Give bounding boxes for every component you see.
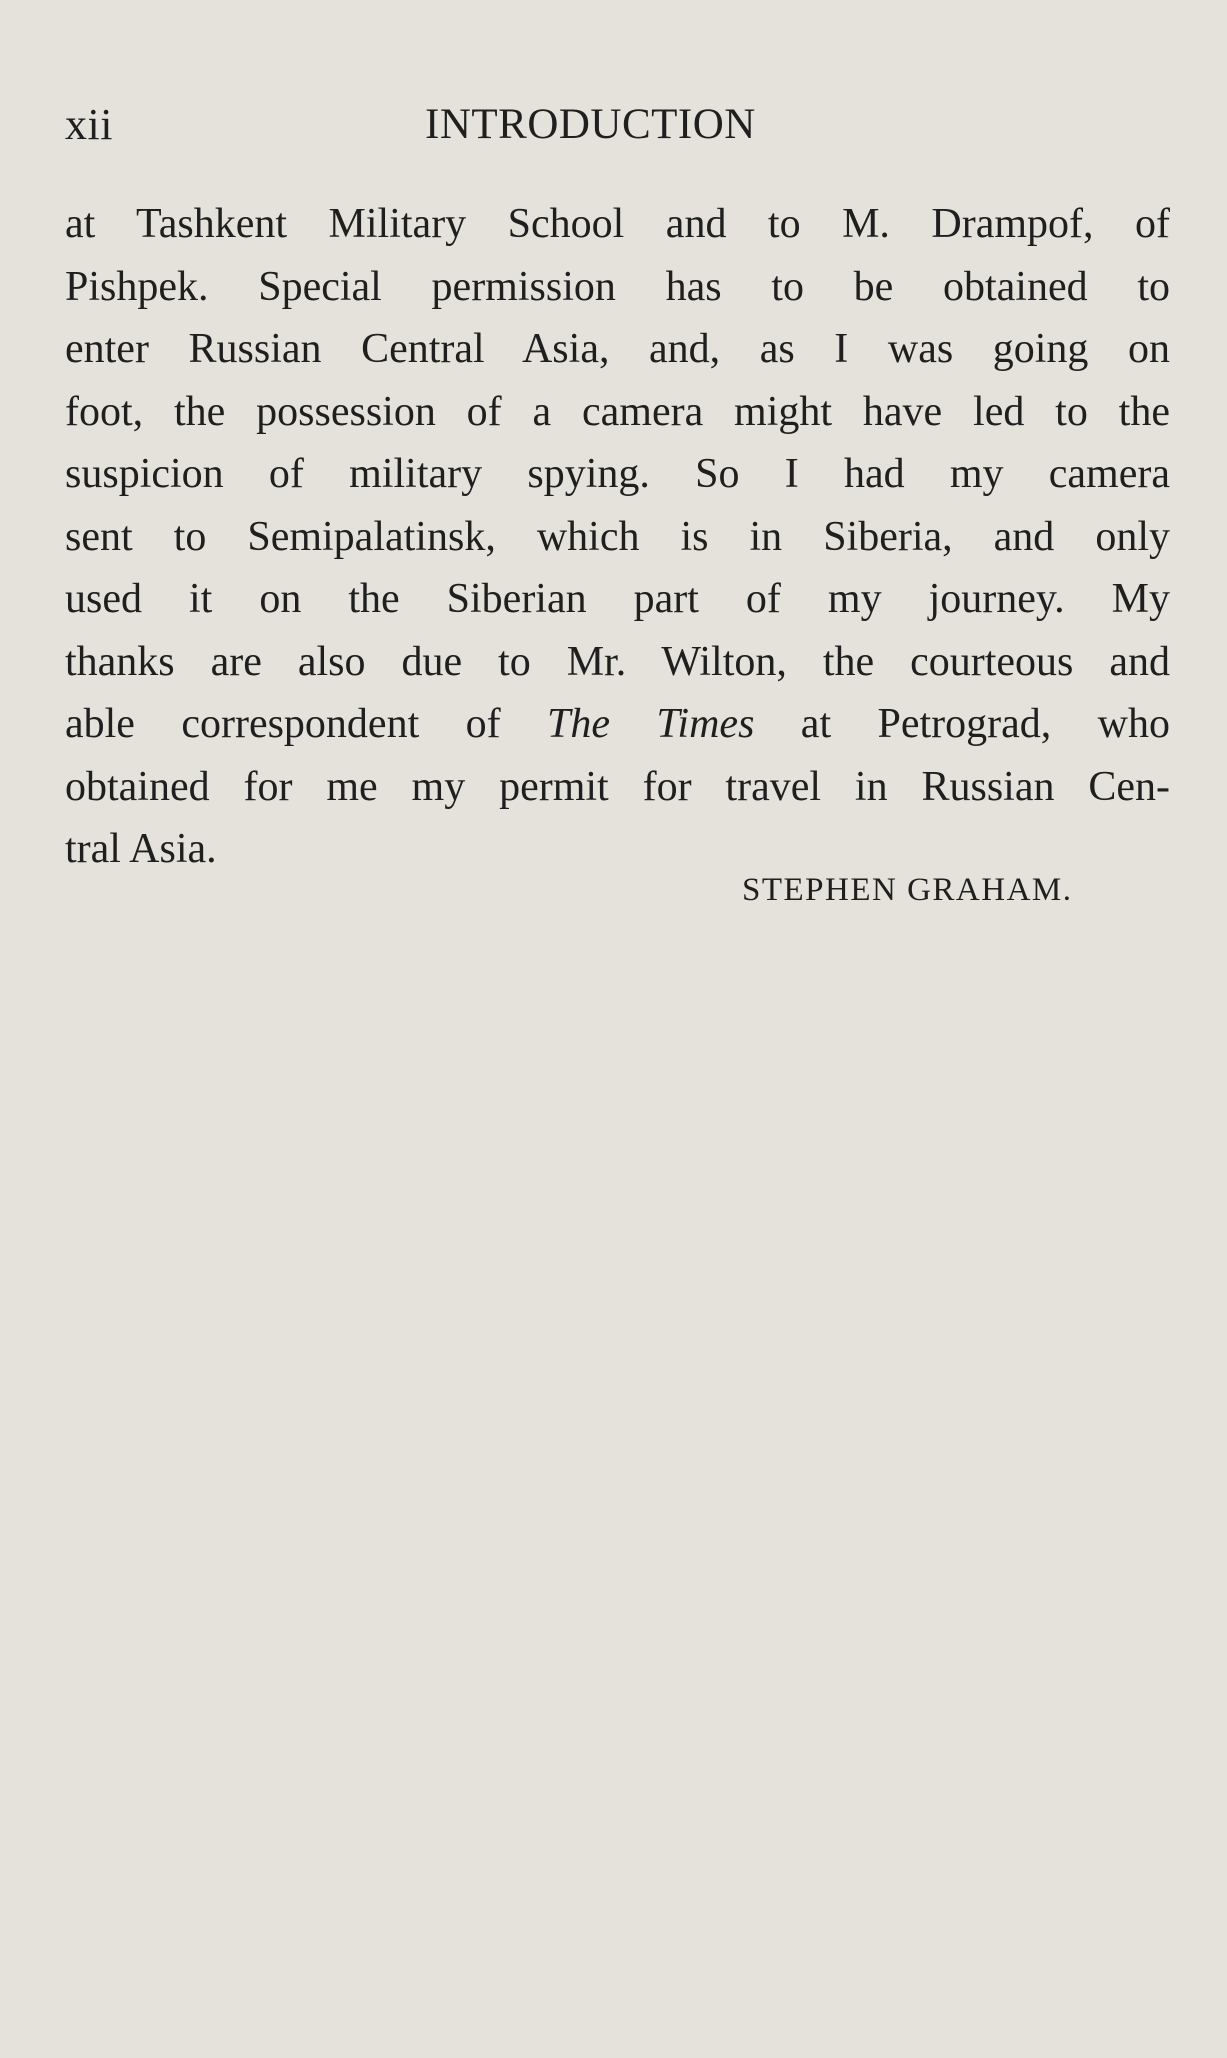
text-line: suspicion of military spying. So I had my camera: [65, 451, 1170, 497]
text-line: sent to Semipalatinsk, which is in Siberia, and only: [65, 513, 1170, 560]
text-line: tral Asia.: [65, 826, 217, 872]
page-header: [65, 95, 1170, 155]
text-line: thanks are also due to Mr. Wilton, the courteous and: [65, 638, 1170, 685]
newspaper-title: The Times: [547, 701, 755, 747]
text-line: Pishpek. Special permission has to be obtained to: [65, 263, 1170, 310]
text-segment: able correspondent of: [65, 701, 547, 747]
page-number: xii: [65, 100, 113, 149]
introduction-text: [65, 193, 1170, 881]
running-head: INTRODUCTION: [425, 101, 756, 148]
author-signature: STEPHEN GRAHAM.: [742, 872, 1073, 908]
text-line: at Tashkent Military School and to M. Drampof, of: [65, 201, 1170, 247]
text-segment: at Petrograd, who: [754, 701, 1170, 747]
text-line: enter Russian Central Asia, and, as I was going on: [65, 326, 1170, 372]
text-line: used it on the Siberian part of my journey. My: [65, 576, 1170, 622]
text-line: foot, the possession of a camera might have led to the: [65, 388, 1170, 435]
text-line-with-italic: [65, 693, 1170, 756]
text-line: obtained for me my permit for travel in Russian Cen-: [65, 763, 1170, 810]
